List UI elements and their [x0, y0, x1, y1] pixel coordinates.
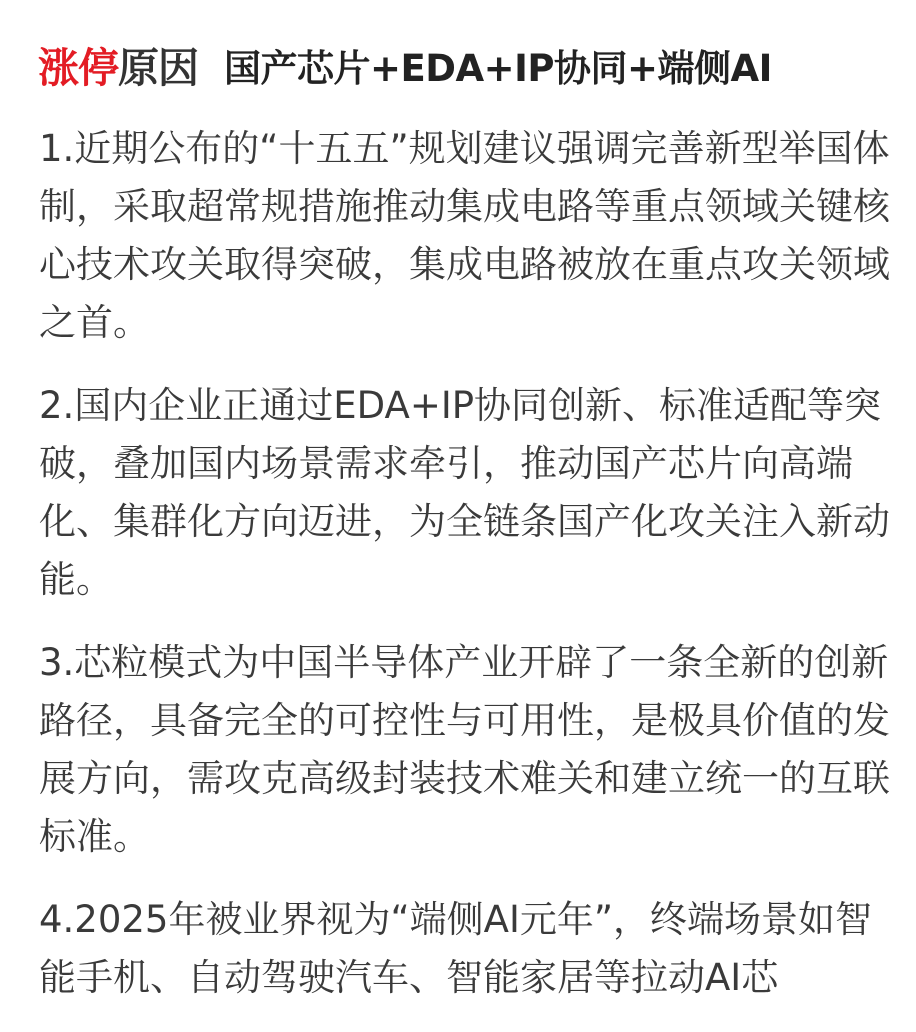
reason-list — [39, 120, 897, 1032]
reason-item-2: 2.国内企业正通过EDA+IP协同创新、标准适配等突破，叠加国内场景需求牵引，推动国产芯片向高端化、集群化方向迈进，为全链条国产化攻关注入新动能。 — [39, 384, 890, 601]
reason-item-3: 3.芯粒模式为中国半导体产业开辟了一条全新的创新路径，具备完全的可控性与可用性，是极具价值的发展方向，需攻克高级封装技术难关和建立统一的互联标准。 — [39, 641, 890, 858]
header — [38, 38, 772, 98]
brand-title-red: 涨停 — [38, 43, 118, 92]
topic-title: 国产芯片+EDA+IP协同+端侧AI — [224, 46, 772, 90]
reason-item-1: 1.近期公布的“十五五”规划建议强调完善新型举国体制，采取超常规措施推动集成电路等重点领域关键核心技术攻关取得突破，集成电路被放在重点攻关领域之首。 — [39, 127, 890, 344]
brand-title — [38, 43, 198, 92]
reason-item-4: 4.2025年被业界视为“端侧AI元年”，终端场景如智能手机、自动驾驶汽车、智能家居等拉动AI芯 — [39, 898, 873, 999]
brand-title-dark: 原因 — [118, 43, 198, 92]
